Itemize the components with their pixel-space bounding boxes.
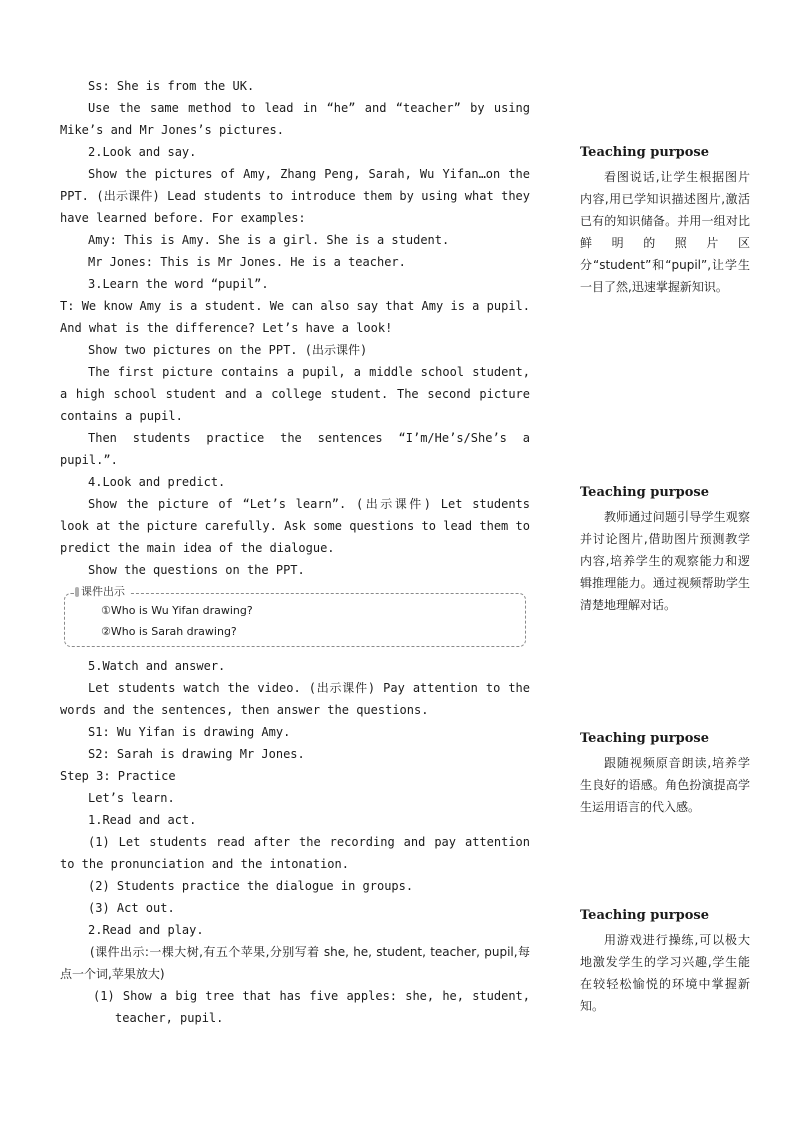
note-title: Teaching purpose — [580, 485, 709, 500]
teaching-purpose-note — [580, 144, 750, 298]
activity-heading: 4.Look and predict. — [88, 475, 226, 489]
instruction-paragraph: Show the pictures of Amy, Zhang Peng, Sarah, Wu Yifan…on the PPT. (出示课件) Lead students to introduce them by using what they have learned before. For examples: — [60, 167, 530, 225]
section-label: Let’s learn. — [88, 791, 175, 805]
activity-heading: 2.Look and say. — [88, 145, 197, 159]
activity-heading: 1.Read and act. — [88, 813, 197, 827]
note-text: 用游戏进行操练,可以极大地激发学生的学习兴趣,学生能在较轻松愉悦的环境中掌握新知。 — [580, 933, 750, 1013]
note-text: 看图说话,让学生根据图片内容,用已学知识描述图片,激活已有的知识储备。并用一组对比鲜明的照片区分“student”和“pupil”,让学生一目了然,迅速掌握新知识。 — [580, 170, 750, 294]
activity-heading: 2.Read and play. — [88, 923, 204, 937]
instruction-paragraph: Show the picture of “Let’s learn”. (出示课件) Let students look at the picture carefully. Ask some questions to lead them to predict the main idea of the dialogue. — [60, 497, 530, 555]
note-title: Teaching purpose — [580, 145, 709, 160]
instruction-paragraph: Then students practice the sentences “I’m/He’s/She’s a pupil.”. — [60, 431, 530, 467]
instruction-paragraph: Show the questions on the PPT. — [88, 563, 305, 577]
dialogue-line: Ss: She is from the UK. — [88, 79, 255, 93]
lesson-body — [60, 75, 530, 1029]
activity-heading: 3.Learn the word “pupil”. — [88, 277, 269, 291]
question-item: ①Who is Wu Yifan drawing? — [101, 604, 253, 617]
instruction-paragraph: Use the same method to lead in “he” and “teacher” by using Mike’s and Mr Jones’s pictures. — [60, 101, 530, 137]
courseware-box-title: 课件出示 — [75, 584, 129, 600]
answer-line: S1: Wu Yifan is drawing Amy. — [88, 725, 291, 739]
instruction-paragraph: (1) Show a big tree that has five apples: she, he, student, teacher, pupil. — [93, 989, 530, 1025]
instruction-paragraph: (3) Act out. — [88, 901, 175, 915]
note-text: 跟随视频原音朗读,培养学生良好的语感。角色扮演提高学生运用语言的代入感。 — [580, 756, 750, 814]
courseware-note: (课件出示:一棵大树,有五个苹果,分别写着 she, he, student, teacher, pupil,每点一个词,苹果放大) — [60, 945, 530, 981]
example-line: Amy: This is Amy. She is a girl. She is a student. — [88, 233, 450, 247]
instruction-paragraph: The first picture contains a pupil, a middle school student, a high school student and a college student. The second picture contains a pupil. — [60, 365, 530, 423]
example-line: Mr Jones: This is Mr Jones. He is a teacher. — [88, 255, 406, 269]
teaching-purpose-note — [580, 907, 750, 1017]
courseware-box — [64, 585, 526, 647]
note-title: Teaching purpose — [580, 908, 709, 923]
note-text: 教师通过问题引导学生观察并讨论图片,借助图片预测教学内容,培养学生的观察能力和逻辑推理能力。通过视频帮助学生清楚地理解对话。 — [580, 510, 750, 612]
note-title: Teaching purpose — [580, 731, 709, 746]
step-heading: Step 3: Practice — [60, 769, 176, 783]
instruction-paragraph: Let students watch the video. (出示课件) Pay attention to the words and the sentences, then answer the questions. — [60, 681, 530, 717]
instruction-paragraph: (1) Let students read after the recording and pay attention to the pronunciation and the intonation. — [60, 835, 530, 871]
answer-line: S2: Sarah is drawing Mr Jones. — [88, 747, 305, 761]
teaching-purpose-note — [580, 484, 750, 616]
question-item: ②Who is Sarah drawing? — [101, 625, 237, 638]
teaching-purpose-note — [580, 730, 750, 818]
instruction-paragraph: Show two pictures on the PPT. (出示课件) — [88, 343, 368, 357]
activity-heading: 5.Watch and answer. — [88, 659, 226, 673]
instruction-paragraph: (2) Students practice the dialogue in groups. — [88, 879, 414, 893]
teacher-line: T: We know Amy is a student. We can also say that Amy is a pupil. And what is the difference? Let’s have a look! — [60, 299, 530, 335]
